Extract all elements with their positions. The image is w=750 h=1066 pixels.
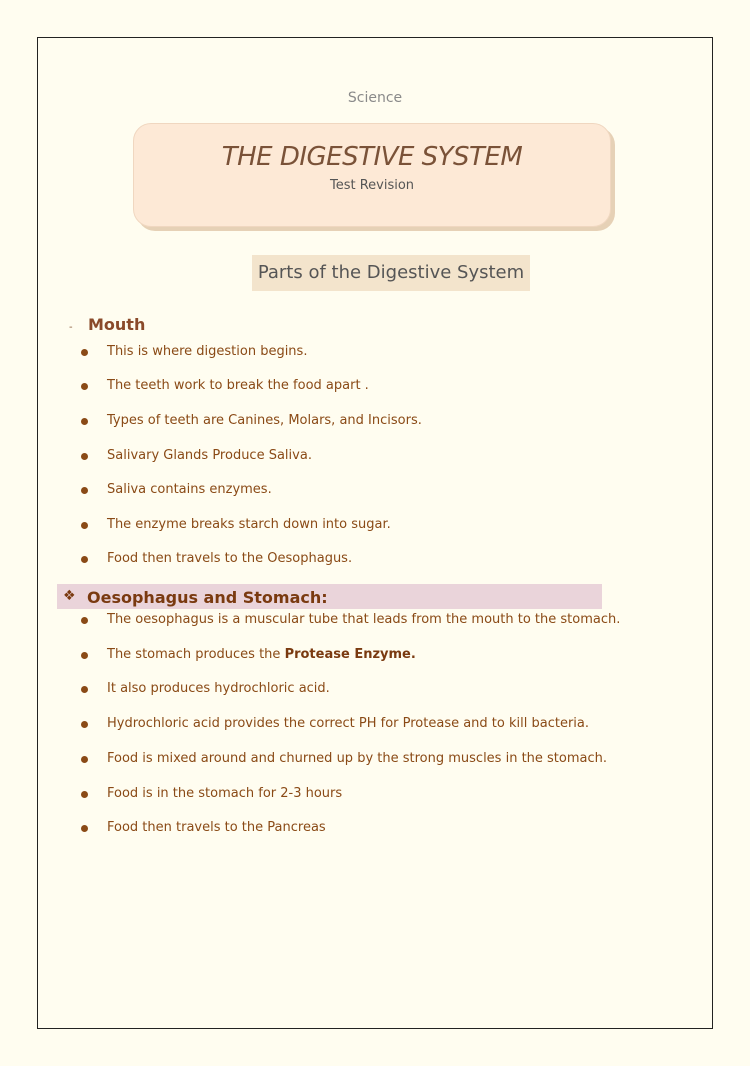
mouth-heading: Mouth [88, 315, 146, 334]
bold-term: Protease Enzyme. [284, 647, 416, 662]
bullet-icon [81, 383, 88, 390]
bullet-icon [81, 686, 88, 693]
subject-label: Science [347, 90, 403, 106]
list-item-text: The stomach produces the [107, 647, 285, 662]
document-subtitle: Test Revision [329, 178, 415, 193]
bullet-icon [81, 791, 88, 798]
bullet-icon [81, 556, 88, 563]
bullet-icon [81, 487, 88, 494]
title-box [133, 123, 611, 227]
bullet-icon [81, 418, 88, 425]
section-heading: Parts of the Digestive System [252, 255, 530, 291]
bullet-icon [81, 756, 88, 763]
diamond-bullet-icon: ❖ [63, 588, 76, 604]
bullet-icon [81, 721, 88, 728]
mouth-marker: - [69, 322, 73, 333]
oesophagus-heading: Oesophagus and Stomach: [87, 588, 328, 607]
bullet-icon [81, 349, 88, 356]
bullet-icon [81, 453, 88, 460]
bullet-icon [81, 652, 88, 659]
bullet-icon [81, 522, 88, 529]
bullet-icon [81, 825, 88, 832]
document-title: THE DIGESTIVE SYSTEM [221, 142, 523, 172]
bullet-icon [81, 617, 88, 624]
